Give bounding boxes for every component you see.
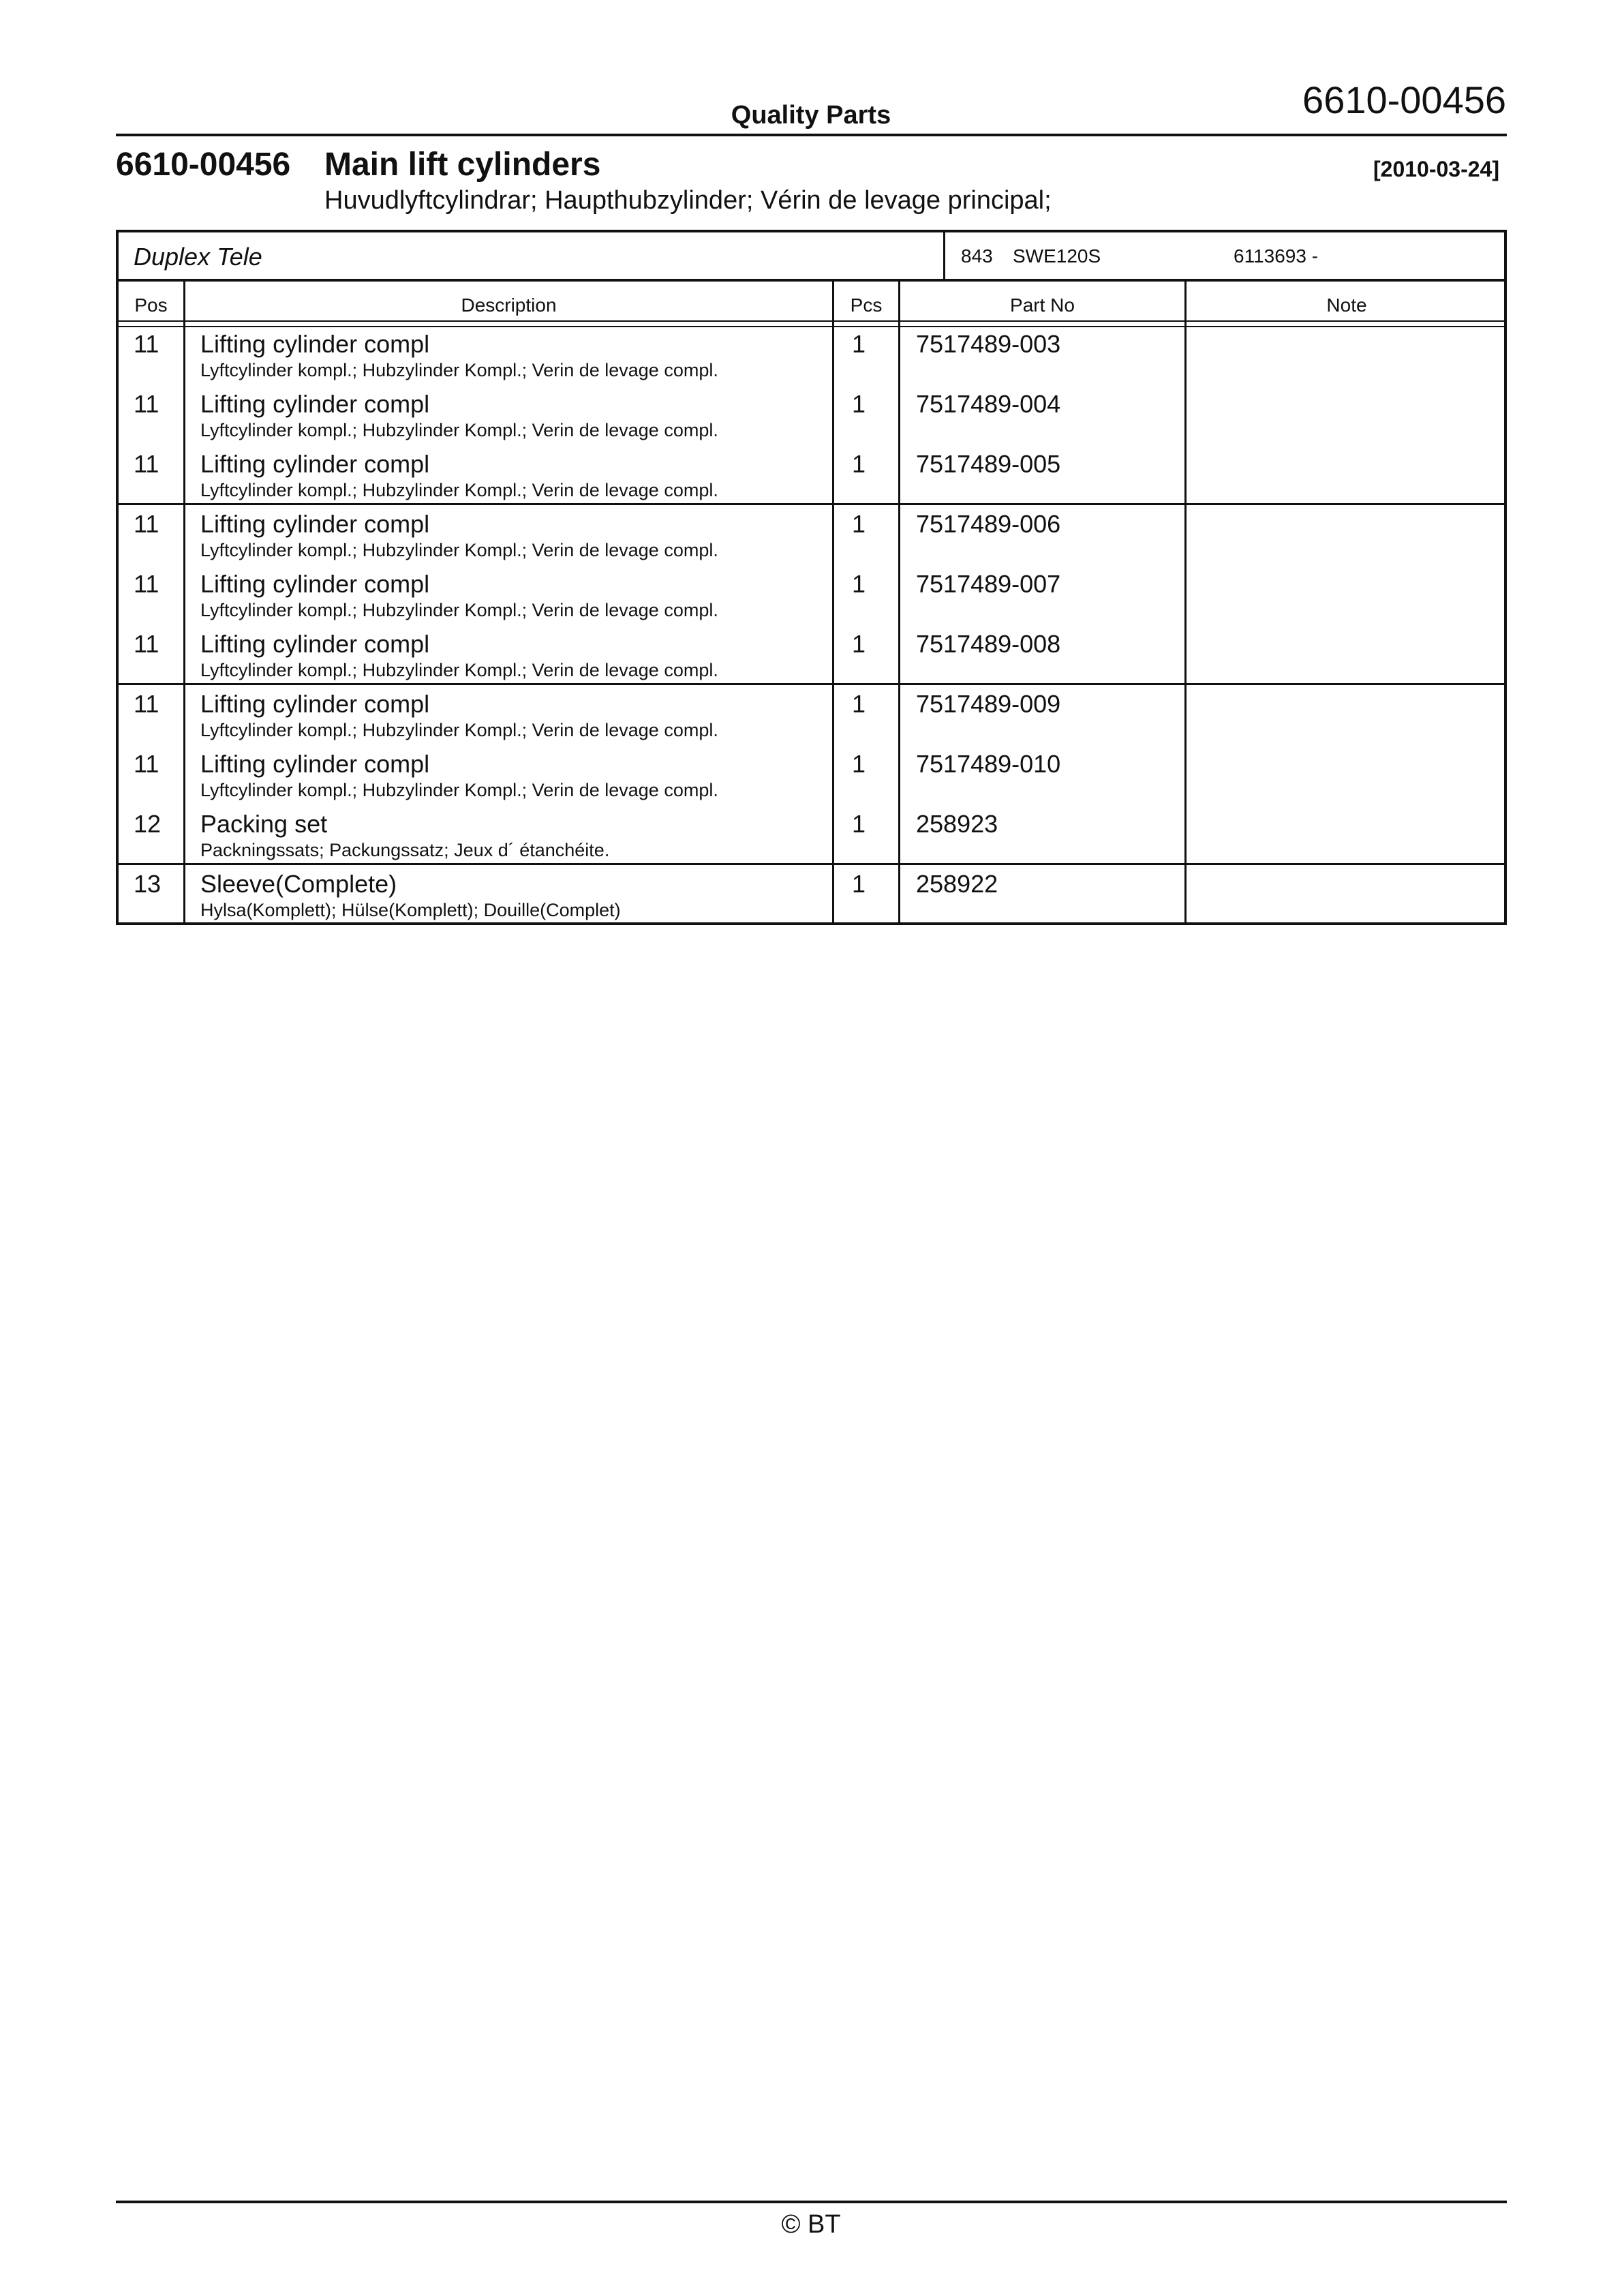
table-row: [119, 808, 1504, 868]
row-pcs: 1: [852, 330, 866, 358]
section-subtitle: Huvudlyftcylindrar; Haupthubzylinder; Vérin de levage principal;: [324, 186, 1052, 215]
row-part-no: 7517489-006: [916, 510, 1061, 538]
row-description: Lifting cylinder compl: [200, 690, 430, 718]
row-description: Packing set: [200, 810, 328, 838]
row-pcs: 1: [852, 870, 866, 898]
row-pcs: 1: [852, 630, 866, 658]
footer-divider: [116, 2201, 1507, 2203]
row-pos: 11: [134, 750, 159, 778]
model-code: 843: [961, 245, 993, 267]
header-title: Quality Parts: [731, 101, 891, 130]
row-pcs: 1: [852, 450, 866, 478]
row-pos: 11: [134, 330, 159, 358]
row-translation: Hylsa(Komplett); Hülse(Komplett); Douille(Complet): [200, 900, 621, 920]
column-header-pcs: Pcs: [850, 294, 883, 316]
column-header-description: Description: [461, 294, 557, 316]
row-pos: 11: [134, 690, 159, 718]
row-translation: Packningssats; Packungssatz; Jeux d´ étanchéite.: [200, 840, 610, 860]
row-description: Lifting cylinder compl: [200, 330, 430, 358]
model-variant-label: Duplex Tele: [134, 243, 262, 271]
table-row: [119, 568, 1504, 628]
row-pcs: 1: [852, 690, 866, 718]
table-row: [119, 388, 1504, 448]
row-part-no: 7517489-009: [916, 690, 1061, 718]
row-translation: Lyftcylinder kompl.; Hubzylinder Kompl.; Verin de levage compl.: [200, 540, 718, 560]
row-translation: Lyftcylinder kompl.; Hubzylinder Kompl.; Verin de levage compl.: [200, 660, 718, 680]
model-name: SWE120S: [1013, 245, 1101, 267]
row-pos: 12: [134, 810, 162, 838]
row-translation: Lyftcylinder kompl.; Hubzylinder Kompl.; Verin de levage compl.: [200, 360, 718, 380]
table-row: [119, 508, 1504, 568]
row-part-no: 7517489-010: [916, 750, 1061, 778]
model-info-box: [116, 230, 1507, 282]
row-description: Lifting cylinder compl: [200, 570, 430, 598]
section-number: 6610-00456: [116, 147, 291, 183]
row-description: Lifting cylinder compl: [200, 750, 430, 778]
row-pos: 11: [134, 630, 159, 658]
row-part-no: 258922: [916, 870, 998, 898]
row-pos: 13: [134, 870, 162, 898]
row-translation: Lyftcylinder kompl.; Hubzylinder Kompl.; Verin de levage compl.: [200, 420, 718, 440]
section-title: Main lift cylinders: [324, 147, 601, 183]
row-pos: 11: [134, 510, 159, 538]
row-pcs: 1: [852, 570, 866, 598]
table-row: [119, 448, 1504, 508]
row-description: Lifting cylinder compl: [200, 390, 430, 418]
table-row: [119, 748, 1504, 808]
row-part-no: 7517489-007: [916, 570, 1061, 598]
table-row: [119, 328, 1504, 388]
row-description: Lifting cylinder compl: [200, 510, 430, 538]
row-description: Lifting cylinder compl: [200, 630, 430, 658]
row-pos: 11: [134, 390, 159, 418]
row-part-no: 7517489-008: [916, 630, 1061, 658]
table-row: [119, 868, 1504, 928]
row-part-no: 7517489-003: [916, 330, 1061, 358]
info-divider: [943, 232, 945, 279]
row-part-no: 258923: [916, 810, 998, 838]
parts-table: [116, 282, 1507, 925]
row-translation: Lyftcylinder kompl.; Hubzylinder Kompl.; Verin de levage compl.: [200, 480, 718, 500]
table-row: [119, 688, 1504, 748]
column-header-note: Note: [1326, 294, 1367, 316]
table-row: [119, 628, 1504, 688]
header-rule-top: [119, 320, 1504, 322]
row-pos: 11: [134, 570, 159, 598]
row-pcs: 1: [852, 810, 866, 838]
column-header-part-no: Part No: [1010, 294, 1075, 316]
row-translation: Lyftcylinder kompl.; Hubzylinder Kompl.; Verin de levage compl.: [200, 780, 718, 800]
row-part-no: 7517489-005: [916, 450, 1061, 478]
row-pcs: 1: [852, 510, 866, 538]
row-part-no: 7517489-004: [916, 390, 1061, 418]
section-date: [2010-03-24]: [1373, 157, 1499, 181]
row-description: Sleeve(Complete): [200, 870, 397, 898]
column-header-pos: Pos: [134, 294, 168, 316]
header-divider: [116, 134, 1507, 136]
header-doc-number: 6610-00456: [1302, 78, 1506, 121]
footer-copyright: © BT: [781, 2210, 841, 2239]
header-rule-bottom: [119, 326, 1504, 327]
row-pos: 11: [134, 450, 159, 478]
serial-range: 6113693 -: [1234, 245, 1319, 267]
row-description: Lifting cylinder compl: [200, 450, 430, 478]
row-pcs: 1: [852, 750, 866, 778]
row-translation: Lyftcylinder kompl.; Hubzylinder Kompl.; Verin de levage compl.: [200, 600, 718, 620]
row-translation: Lyftcylinder kompl.; Hubzylinder Kompl.; Verin de levage compl.: [200, 720, 718, 740]
row-pcs: 1: [852, 390, 866, 418]
